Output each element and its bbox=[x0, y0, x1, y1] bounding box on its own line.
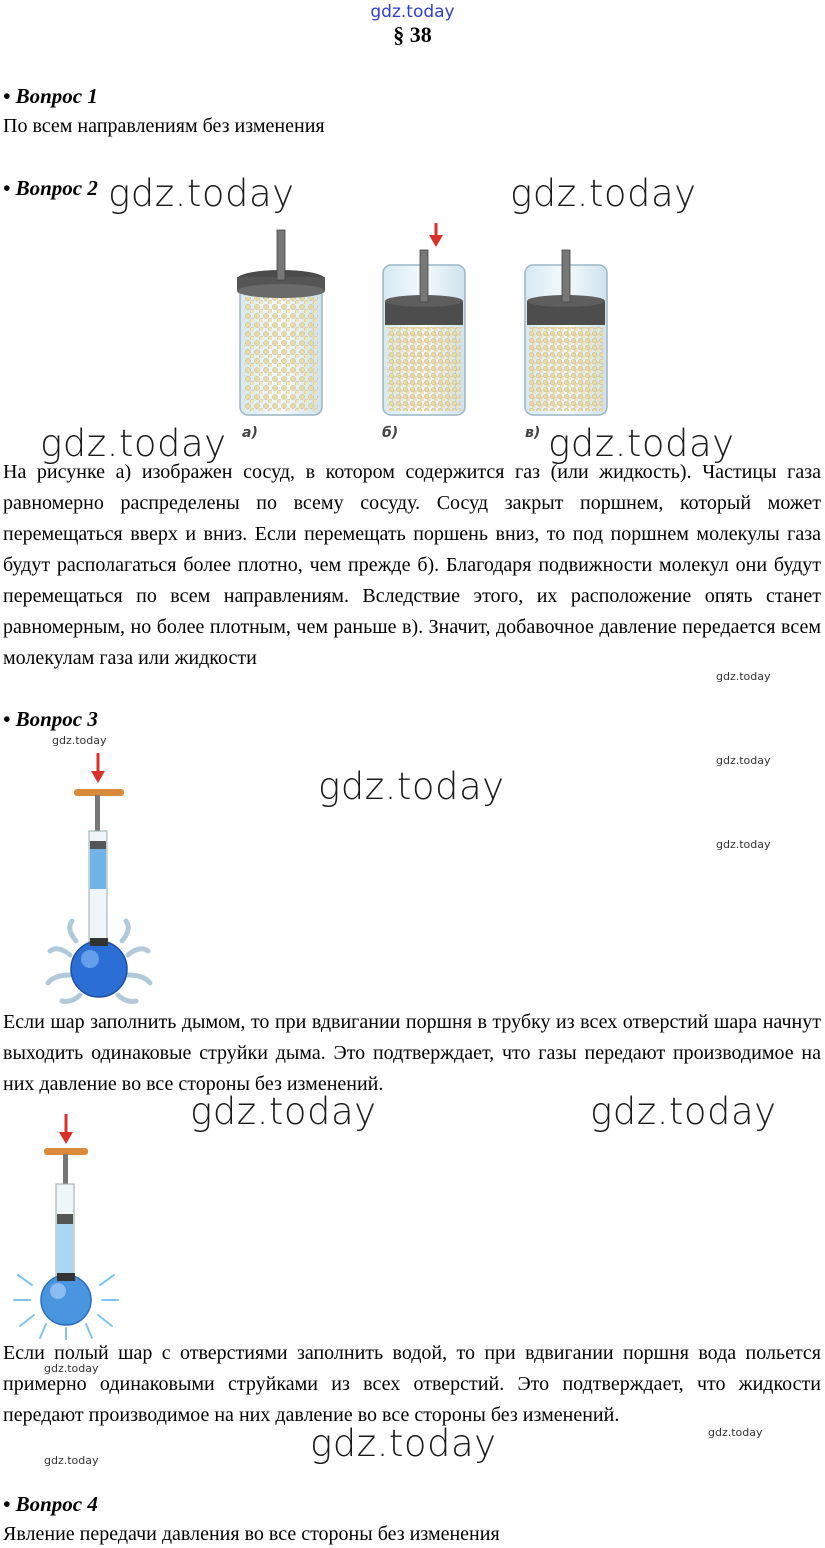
watermark: gdz.today bbox=[510, 172, 697, 215]
question-3-paragraph-2: Если полый шар с отверстиями заполнить водой, то при вдвигании поршня вода польется примерно одинаковыми струйками из всех отверстий. Это подтверждает, что жидкости передают производимое на них давление во все стороны без изменений. bbox=[3, 1342, 821, 1426]
question-1-answer: По всем направлениям без изменения bbox=[3, 115, 325, 137]
label-a: а) bbox=[242, 425, 258, 441]
question-1-label: • Вопрос 1 bbox=[3, 84, 98, 108]
label-c: в) bbox=[525, 425, 541, 441]
question-4-label: • Вопрос 4 bbox=[3, 1492, 98, 1516]
question-2-paragraph: На рисунке а) изображен сосуд, в котором содержится газ (или жидкость). Частицы газа равномерно распределены по всему сосуду. Сосуд закрыт поршнем, который может перемещаться вверх и вниз. Если перемещать поршень вниз, то под поршнем молекулы газа будут располагаться более плотно, чем прежде б). Благодаря подвижности молекул они будут перемещаться по всем направлениям. Вследствие этого, их расположение опять станет равномерным, но более плотным, чем раньше в). Значит, добавочное давление передается всем молекулам газа или жидкости bbox=[3, 461, 821, 669]
section-title: § 38 bbox=[393, 22, 432, 47]
vessels-figure bbox=[200, 205, 620, 455]
smoke-ball-svg bbox=[40, 745, 170, 1005]
question-4-answer: Явление передачи давления во все стороны без изменения bbox=[3, 1523, 500, 1545]
watermark-small: gdz.today bbox=[44, 1454, 99, 1467]
watermark: gdz.today bbox=[310, 1422, 497, 1465]
watermark: gdz.today bbox=[548, 422, 735, 465]
vessel-a bbox=[237, 230, 325, 415]
water-ball-svg bbox=[10, 1110, 130, 1340]
watermark: gdz.today bbox=[590, 1090, 777, 1133]
question-3-paragraph-1: Если шар заполнить дымом, то при вдвигании поршня в трубку из всех отверстий шара начнут выходить одинаковые струйки дыма. Это подтверждает, что газы передают производимое на них давление во все стороны без изменений. bbox=[3, 1011, 821, 1095]
label-b: б) bbox=[382, 425, 399, 441]
question-2-label: • Вопрос 2 bbox=[3, 176, 98, 200]
vessel-b bbox=[383, 223, 465, 415]
question-3-label: • Вопрос 3 bbox=[3, 707, 98, 731]
watermark: gdz.today bbox=[40, 422, 227, 465]
watermark-small: gdz.today bbox=[716, 754, 771, 767]
vessel-c bbox=[525, 250, 607, 415]
watermark: gdz.today bbox=[318, 765, 505, 808]
watermark: gdz.today bbox=[190, 1090, 377, 1133]
water-ball-figure bbox=[10, 1110, 130, 1340]
vessels-svg bbox=[200, 205, 620, 455]
smoke-ball-figure bbox=[40, 745, 170, 1005]
watermark-small: gdz.today bbox=[44, 1362, 99, 1375]
watermark-small: gdz.today bbox=[716, 670, 771, 683]
watermark-small: gdz.today bbox=[716, 838, 771, 851]
watermark-small: gdz.today bbox=[708, 1426, 763, 1439]
watermark: gdz.today bbox=[108, 172, 295, 215]
watermark-top: gdz.today bbox=[370, 2, 455, 22]
watermark-small: gdz.today bbox=[52, 734, 107, 747]
